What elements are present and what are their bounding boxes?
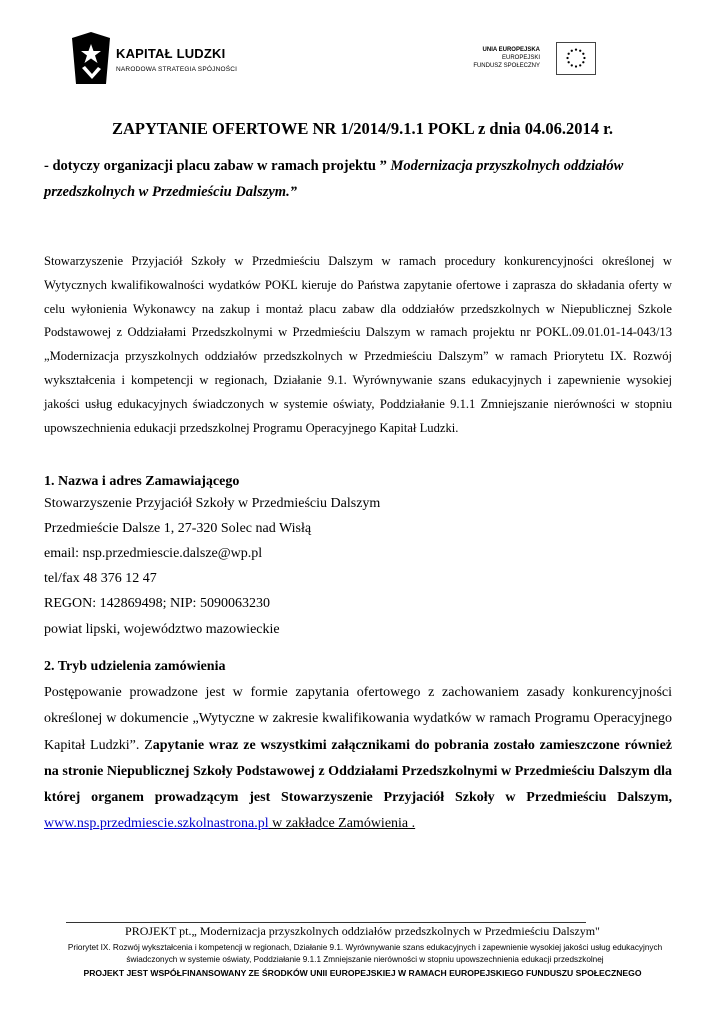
eu-logo-line2: EUROPEJSKI xyxy=(501,55,540,61)
subtitle-prefix: - dotyczy organizacji placu zabaw w ramach projektu ” xyxy=(44,158,391,174)
eu-logo xyxy=(460,42,596,76)
document-title: ZAPYTANIE OFERTOWE NR 1/2014/9.1.1 POKL z dnia 04.06.2014 r. xyxy=(111,119,614,138)
section1-phone: tel/fax 48 376 12 47 xyxy=(44,571,157,586)
kapital-ludzki-emblem-icon xyxy=(72,32,110,84)
section1-region: powiat lipski, województwo mazowieckie xyxy=(44,622,280,637)
eu-logo-line3: FUNDUSZ SPOŁECZNY xyxy=(473,63,540,69)
eu-flag-icon xyxy=(556,42,596,75)
kapital-ludzki-logo xyxy=(72,32,272,88)
section2-paragraph xyxy=(44,680,672,838)
document-subtitle xyxy=(44,153,684,205)
section2-text-bold: apytanie wraz ze wszystkimi załącznikami do pobrania zostało zamieszczone również na stronie Niepublicznej Szkoły Podstawowej z Oddziałami Przedszkolnymi w Przedmieściu Dalszym dla której organem prowadzącym jest Stowarzyszenie Przyjaciół Szkoły w Przedmieściu Dalszym, xyxy=(44,737,672,806)
kapital-ludzki-title: KAPITAŁ LUDZKI xyxy=(116,46,226,61)
school-website-link[interactable]: www.nsp.przedmiescie.szkolnastrona.pl xyxy=(44,816,269,832)
section2-text-plain: Postępowanie prowadzone jest w formie zapytania ofertowego z zachowaniem zasady konkurencyjności określonej w dokumencie „Wytyczne w zakresie kwalifikowania wydatków w ramach Programu Operacyjnego Kapitał Ludzki”. Z xyxy=(44,685,672,753)
footer-priority-text: Priorytet IX. Rozwój wykształcenia i kompetencji w regionach, Działanie 9.1. Wyrównywanie szans edukacyjnych i zapewnienie wysokiej jakości usług edukacyjnych świadczonych w systemie oświaty, Poddziałanie 9.1.1 Zmniejszanie nierówności w stopniu upowszechnienia edukacji przedszkolnej xyxy=(67,943,663,964)
eu-logo-text xyxy=(460,46,540,70)
section1-regon-nip: REGON: 142869498; NIP: 5090063230 xyxy=(44,596,270,611)
section1-org-name: Stowarzyszenie Przyjaciół Szkoły w Przedmieściu Dalszym xyxy=(44,496,381,511)
section1-heading: 1. Nazwa i adres Zamawiającego xyxy=(44,474,240,489)
section1-address: Przedmieście Dalsze 1, 27-320 Solec nad Wisłą xyxy=(44,521,312,536)
footer-project-title: PROJEKT pt.„ Modernizacja przyszkolnych oddziałów przedszkolnych w Przedmieściu Dalszym" xyxy=(125,924,600,938)
intro-paragraph: Stowarzyszenie Przyjaciół Szkoły w Przedmieściu Dalszym w ramach procedury konkurencyjności określonej w Wytycznych kwalifikowalności wydatków POKL kieruje do Państwa zapytanie ofertowe i zaprasza do składania oferty w celu wyłonienia Wykonawcy na zakup i montaż placu zabaw dla oddziałów przedszkolnych w Niepublicznej Szkole Podstawowej z Oddziałami Przedszkolnymi w Przedmieściu Dalszym w ramach projektu nr POKL.09.01.01-14-043/13 „Modernizacja przyszkolnych oddziałów przedszkolnych w Przedmieściu Dalszym” w ramach Priorytetu IX. Rozwój wykształcenia i kompetencji w regionach, Działanie 9.1. Wyrównywanie szans edukacyjnych i zapewnienie wysokiej jakości usług edukacyjnych świadczonych w systemie oświaty, Poddziałanie 9.1.1 Zmniejszanie nierówności w stopniu upowszechnienia edukacji przedszkolnej Programu Operacyjnego Kapitał Ludzki. xyxy=(44,254,672,435)
section1-email: email: nsp.przedmiescie.dalsze@wp.pl xyxy=(44,546,263,561)
section2-heading: 2. Tryb udzielenia zamówienia xyxy=(44,659,226,674)
kapital-ludzki-subtitle: NARODOWA STRATEGIA SPÓJNOŚCI xyxy=(116,66,238,73)
footer-divider xyxy=(66,922,586,923)
section2-link-suffix: w zakładce Zamówienia . xyxy=(268,816,416,832)
subtitle-project-name: Modernizacja przyszkolnych oddziałów przedszkolnych w Przedmieściu Dalszym.” xyxy=(44,158,624,200)
footer-cofinancing-note: PROJEKT JEST WSPÓŁFINANSOWANY ZE ŚRODKÓW UNII EUROPEJSKIEJ W RAMACH EUROPEJSKIEGO FUNDUSZU SPOŁECZNEGO xyxy=(83,968,642,978)
eu-logo-line1: UNIA EUROPEJSKA xyxy=(482,47,540,53)
